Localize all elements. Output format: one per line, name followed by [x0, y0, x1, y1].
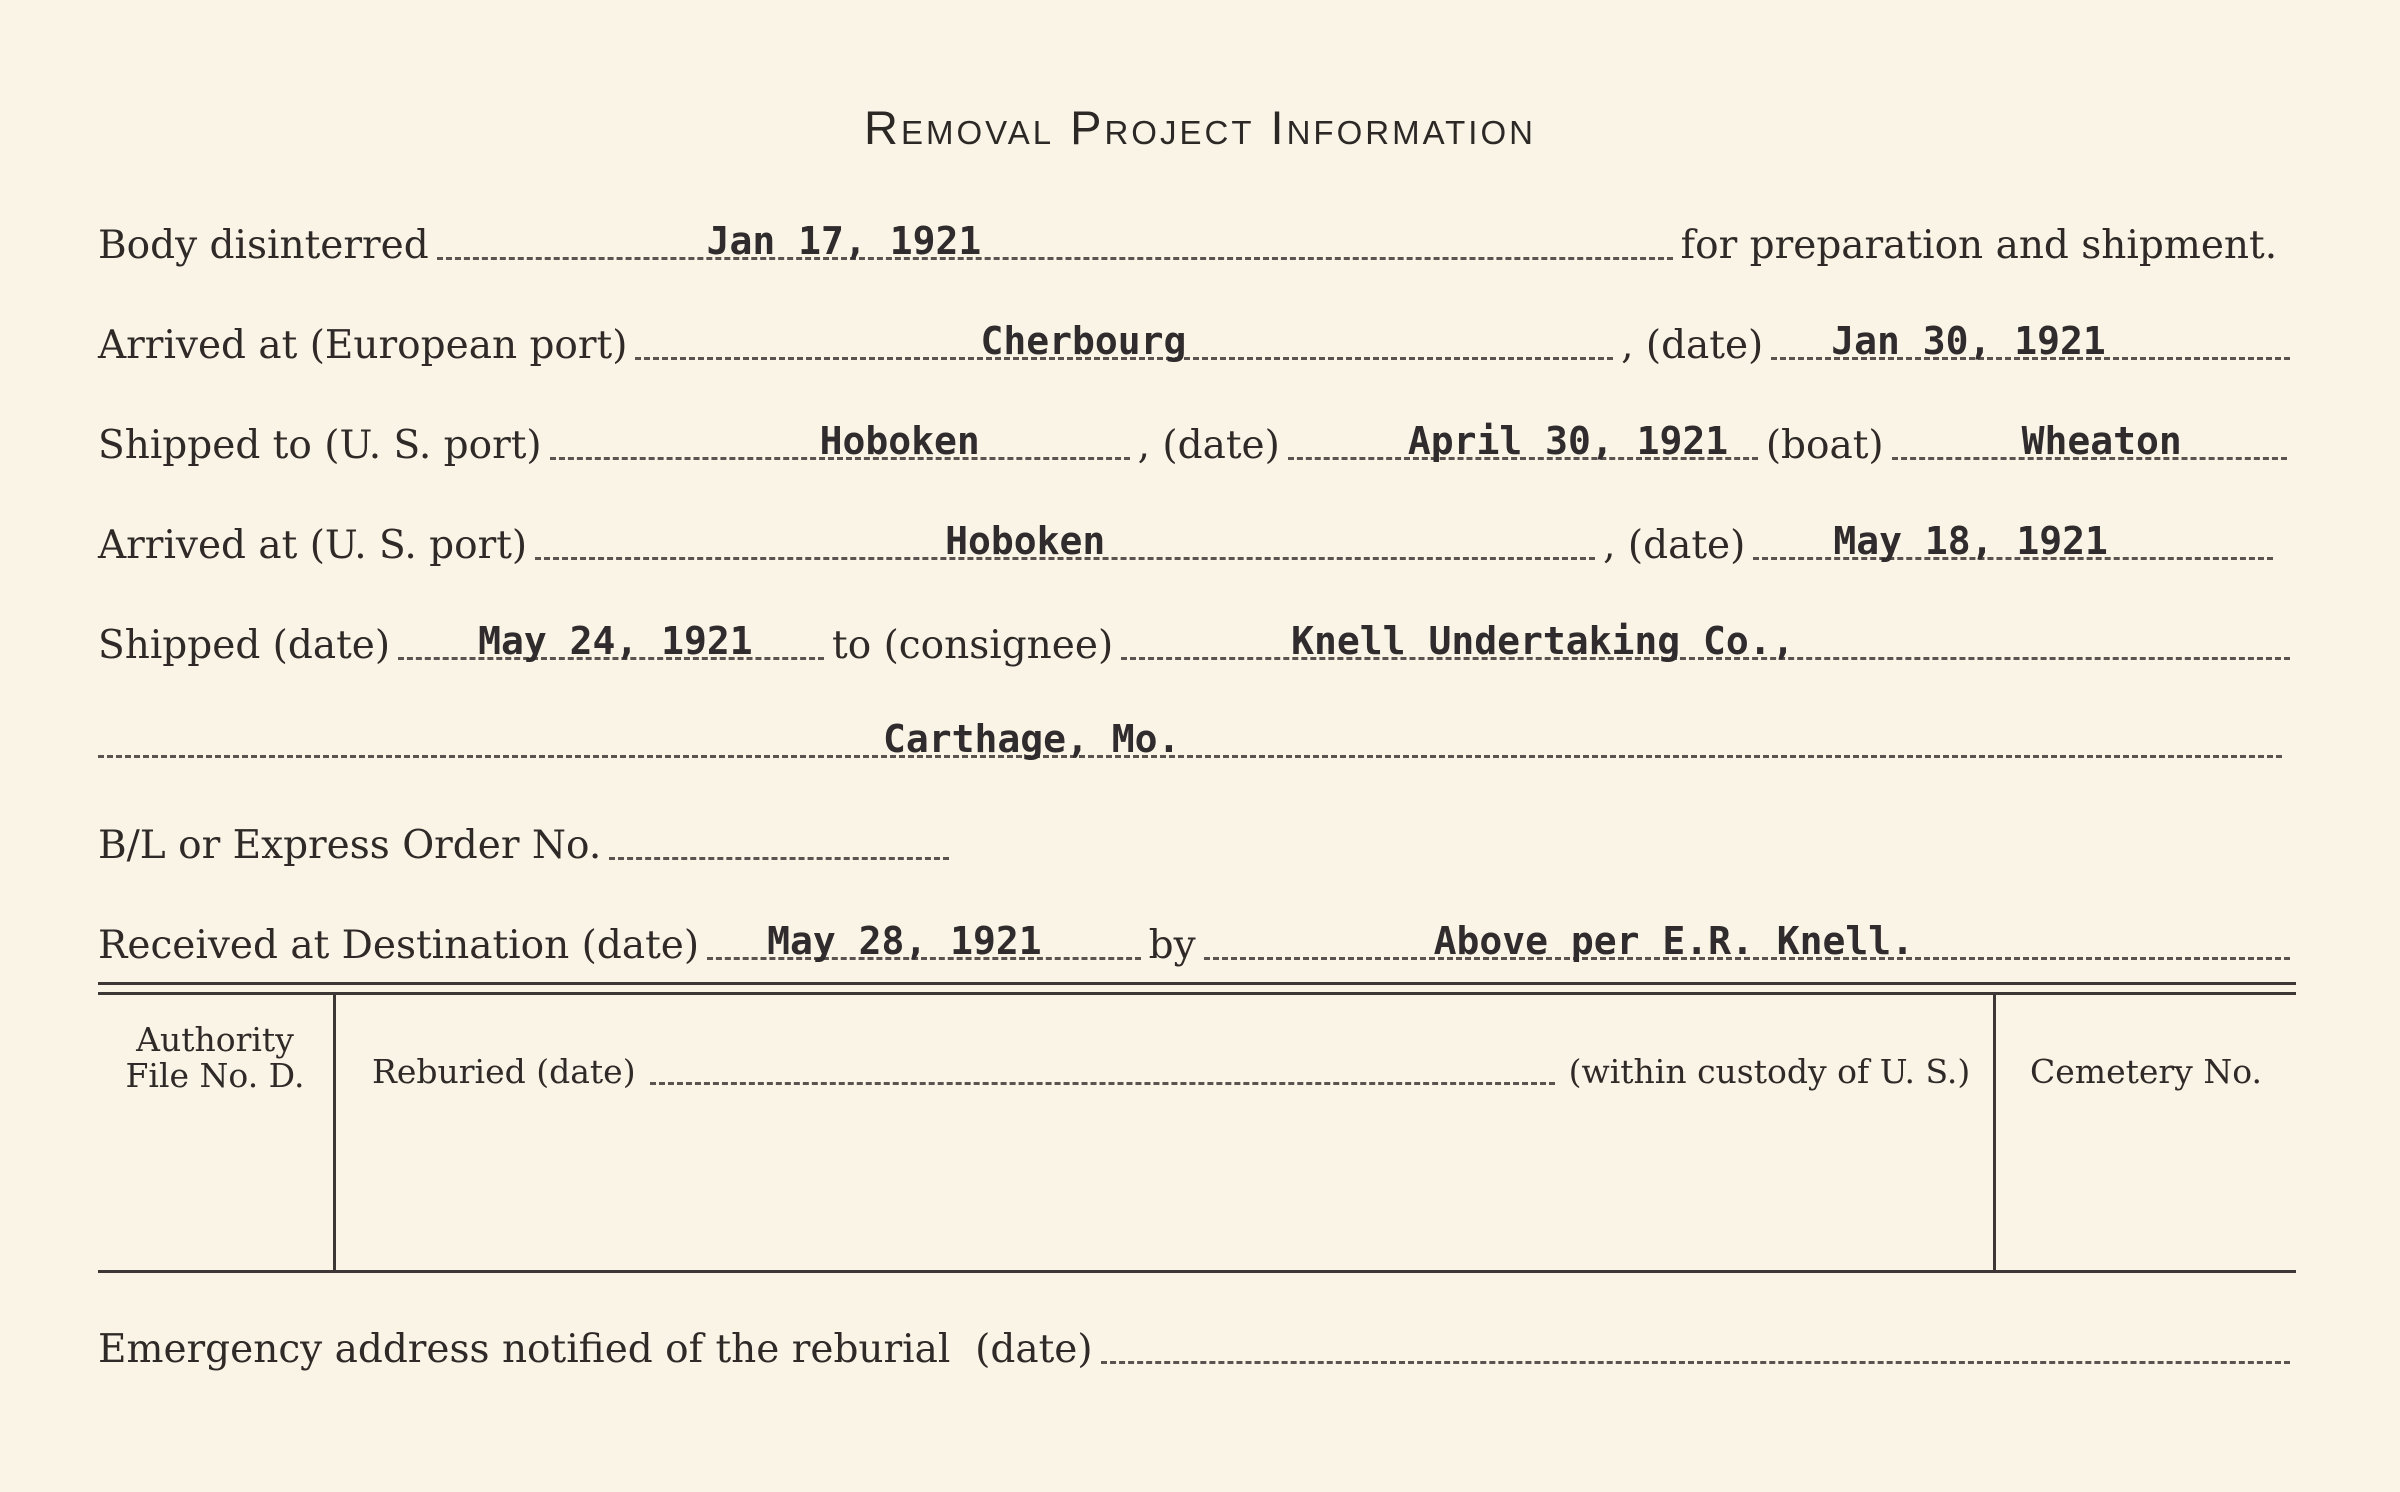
row-received: [98, 908, 2298, 978]
field-arrived-us-date[interactable]: [1753, 497, 2273, 563]
value-arrived-us: Hoboken: [945, 519, 1106, 563]
field-reburied-date[interactable]: [650, 1052, 1555, 1085]
reburied-cell: [372, 1052, 1970, 1091]
label-boat: (boat): [1765, 423, 1884, 468]
label-custody: (within custody of U. S.): [1568, 1052, 1971, 1091]
label-reburied: Reburied (date): [372, 1052, 636, 1091]
page-title: Removal Project Information: [864, 101, 1536, 154]
value-consignee-line2: Carthage, Mo.: [883, 717, 1181, 761]
box-divider-right: [1993, 994, 1996, 1270]
value-shipped-date: May 24, 1921: [478, 619, 753, 663]
label-cemetery-no: Cemetery No.: [2030, 1052, 2262, 1091]
label-file-no: File No. D.: [125, 1056, 305, 1095]
field-arrived-us[interactable]: [535, 497, 1595, 563]
field-euro-date[interactable]: [1771, 297, 2290, 363]
row-disinterred: [98, 208, 2298, 278]
label-arrived-us-date: , (date): [1603, 523, 1746, 568]
field-consignee[interactable]: [1121, 597, 2290, 663]
row-bl: [98, 808, 2298, 878]
value-shipped-us: Hoboken: [819, 419, 980, 463]
row-shipped: [98, 608, 2298, 678]
value-euro-date: Jan 30, 1921: [1831, 319, 2106, 363]
label-preparation: for preparation and shipment.: [1680, 223, 2278, 268]
label-disinterred: Body disinterred: [98, 223, 429, 268]
field-shipped-us[interactable]: [550, 397, 1130, 463]
value-boat: Wheaton: [2021, 419, 2182, 463]
row-shipped-us: [98, 408, 2298, 478]
row-arrived-us: [98, 508, 2298, 578]
field-boat[interactable]: [1892, 397, 2287, 463]
value-received-date: May 28, 1921: [767, 919, 1042, 963]
label-consignee: to (consignee): [832, 623, 1114, 668]
authority-cell: [100, 1022, 330, 1094]
label-by: by: [1148, 923, 1196, 968]
value-received-by: Above per E.R. Knell.: [1433, 919, 1915, 963]
field-bl[interactable]: [609, 797, 949, 860]
label-shipped-us-date: , (date): [1137, 423, 1280, 468]
field-shipped-date[interactable]: [398, 597, 824, 663]
field-received-date[interactable]: [707, 897, 1141, 963]
label-euro-port: Arrived at (European port): [98, 323, 628, 368]
label-shipped-us: Shipped to (U. S. port): [98, 423, 542, 468]
label-bl: B/L or Express Order No.: [98, 823, 602, 868]
label-arrived-us: Arrived at (U. S. port): [98, 523, 528, 568]
field-received-by[interactable]: [1204, 897, 2290, 963]
box-bottom-rule: [98, 1270, 2296, 1273]
label-euro-date: , (date): [1621, 323, 1764, 368]
box-divider-left: [333, 994, 336, 1270]
value-consignee: Knell Undertaking Co.,: [1291, 619, 1795, 663]
field-shipped-us-date[interactable]: [1288, 397, 1758, 463]
field-emergency-date[interactable]: [1101, 1301, 2290, 1364]
label-shipped-date: Shipped (date): [98, 623, 391, 668]
row-consignee-line2: [98, 706, 2298, 776]
box-top-rule-1: [98, 982, 2296, 985]
value-euro-port: Cherbourg: [980, 319, 1187, 363]
value-disinterred: Jan 17, 1921: [706, 219, 982, 263]
row-euro-port: [98, 308, 2298, 378]
box-top-rule-2: [98, 992, 2296, 995]
field-consignee-line2[interactable]: [98, 695, 2282, 761]
value-shipped-us-date: April 30, 1921: [1407, 419, 1729, 463]
field-euro-port[interactable]: [635, 297, 1613, 363]
label-received: Received at Destination (date): [98, 923, 700, 968]
field-disinterred[interactable]: [437, 197, 1673, 263]
value-arrived-us-date: May 18, 1921: [1833, 519, 2108, 563]
row-emergency: [98, 1312, 2298, 1382]
label-authority: Authority: [136, 1020, 294, 1059]
label-emergency: Emergency address notified of the reburial (date): [98, 1327, 1093, 1372]
